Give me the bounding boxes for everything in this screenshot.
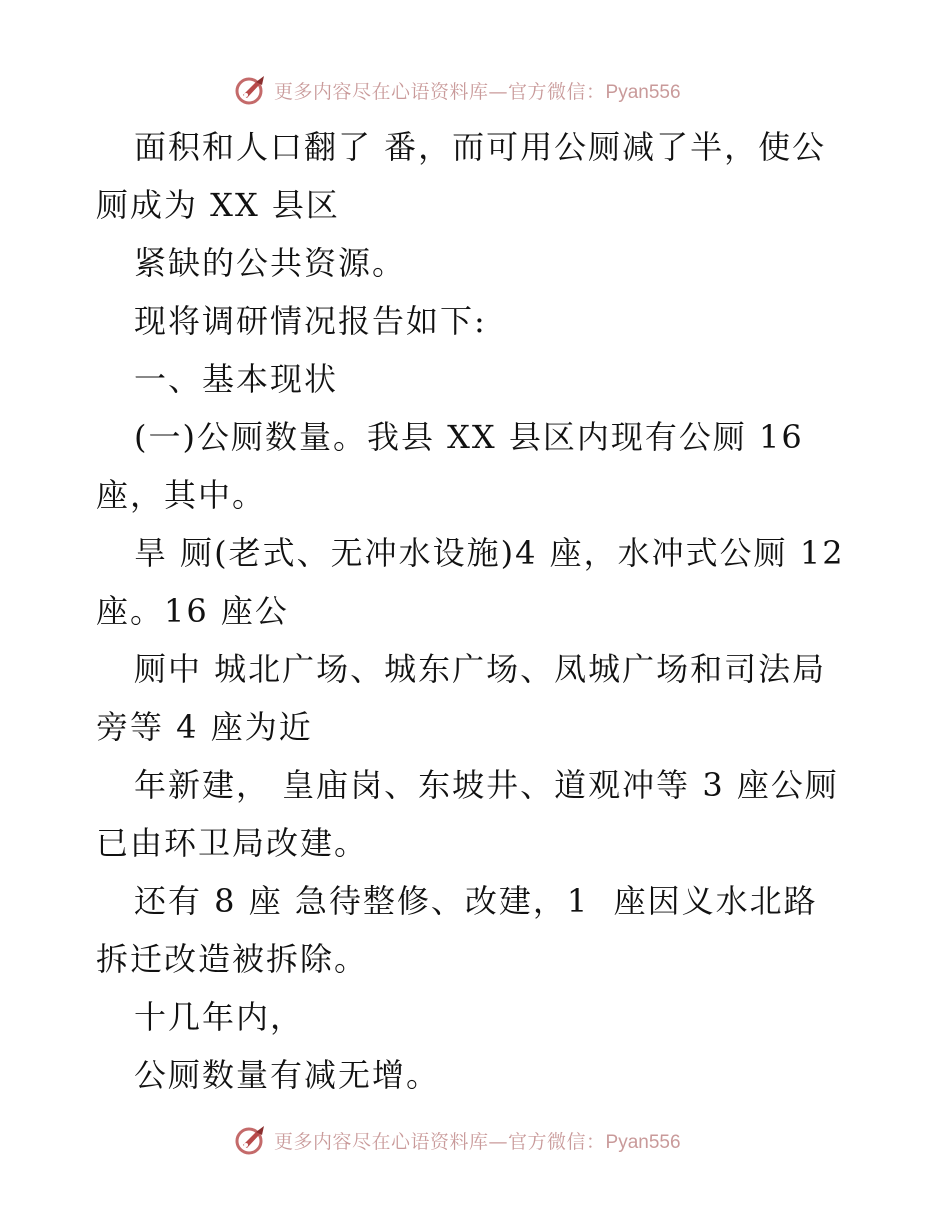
paragraph-line: 十几年内， [134, 998, 305, 1036]
paragraph-line: 厕成为 XX 县区 [96, 186, 340, 224]
document-body [96, 118, 856, 1104]
footer-watermark [234, 1122, 681, 1158]
watermark-text: 更多内容尽在心语资料库—官方微信：Pyan556 [274, 80, 681, 103]
pen-logo-icon [234, 73, 268, 107]
paragraph-line: 现将调研情况报告如下: [134, 302, 487, 340]
pen-logo-icon [234, 1123, 268, 1157]
paragraph-line: 厕中 城北广场、城东广场、凤城广场和司法局 [134, 650, 827, 688]
paragraph-line: 一、基本现状 [134, 360, 339, 398]
paragraph-line: 已由环卫局改建。 [96, 824, 369, 862]
paragraph-line: 还有 8 座 急待整修、改建，1 座因义水北路 [134, 882, 818, 920]
watermark-text: 更多内容尽在心语资料库—官方微信：Pyan556 [274, 1130, 681, 1153]
paragraph-line: 座。16 座公 [96, 592, 289, 630]
paragraph-line: 紧缺的公共资源。 [134, 244, 407, 282]
paragraph-line: 旁等 4 座为近 [96, 708, 313, 746]
paragraph-line: 公厕数量有减无增。 [134, 1056, 441, 1094]
paragraph-line: 拆迁改造被拆除。 [96, 940, 369, 978]
paragraph-line: 旱 厕(老式、无冲水设施)4 座，水冲式公厕 12 [134, 534, 845, 572]
paragraph-line: 面积和人口翻了 番，而可用公厕减了半，使公 [134, 128, 827, 166]
paragraph-line: 年新建， 皇庙岗、东坡井、道观冲等 3 座公厕 [134, 766, 839, 804]
paragraph-line: (一)公厕数量。我县 XX 县区内现有公厕 16 [134, 418, 804, 456]
header-watermark [234, 72, 681, 108]
paragraph-line: 座，其中。 [96, 476, 267, 514]
